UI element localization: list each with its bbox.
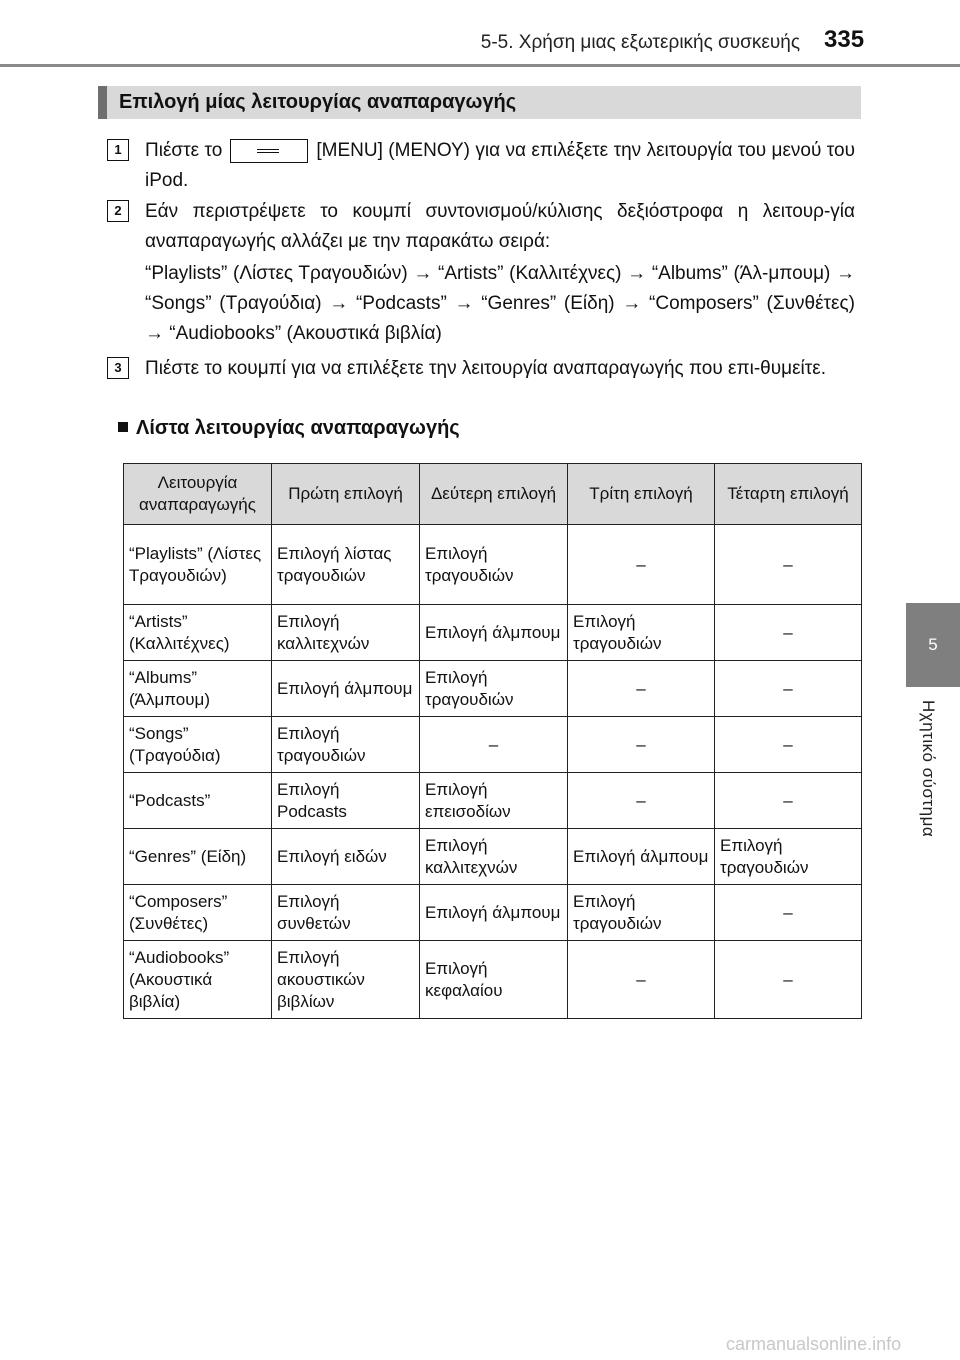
table-cell: – [715,717,862,773]
table-cell: Επιλογή τραγουδιών [420,525,568,605]
watermark: carmanualsonline.info [726,1334,902,1354]
table-cell: – [568,717,715,773]
chapter-tab [906,603,960,687]
column-header: Τρίτη επιλογή [568,464,715,525]
table-cell: – [568,773,715,829]
table-cell: “Songs” (Τραγούδια) [124,717,272,773]
step-badge-1: 1 [107,139,129,161]
table-cell: “Podcasts” [124,773,272,829]
mode-sequence: “Playlists” (Λίστες Τραγουδιών) → “Artists” (Καλλιτέχνες) → “Albums” (Άλ-μπουμ) → “Songs” (Τραγούδια) → “Podcasts” → “Genres” (Είδη) → “Composers” (Συνθέτες) → “Audiobooks” (Ακουστικά βιβλία) [145,263,855,344]
table-cell: Επιλογή καλλιτεχνών [272,605,420,661]
table-cell: Επιλογή άλμπουμ [420,885,568,941]
table-cell: Επιλογή τραγουδιών [272,717,420,773]
table-cell: Επιλογή ακουστικών βιβλίων [272,941,420,1019]
table-cell: – [715,885,862,941]
table-cell: – [715,773,862,829]
table-header-row [124,464,862,525]
playback-modes-table [123,463,862,1019]
table-cell: – [715,941,862,1019]
column-header: Πρώτη επιλογή [272,464,420,525]
section-heading: Επιλογή μίας λειτουργίας αναπαραγωγής [98,86,861,119]
table-cell: “Artists” (Καλλιτέχνες) [124,605,272,661]
column-header: Τέταρτη επιλογή [715,464,862,525]
step-badge-2: 2 [107,200,129,222]
table-row [124,829,862,885]
square-bullet-icon [118,422,128,432]
header-rule [0,64,960,67]
table-cell: Επιλογή τραγουδιών [568,885,715,941]
table-cell: Επιλογή άλμπουμ [568,829,715,885]
table-cell: Επιλογή τραγουδιών [715,829,862,885]
table-cell: Επιλογή άλμπουμ [272,661,420,717]
step-1-after-key: [MENU] (ΜΕΝΟΥ) για να επιλέξετε την λειτουργία του μενού του iPod. [145,140,855,191]
step-1-before-key: Πιέστε το [145,140,223,161]
table-cell: Επιλογή ειδών [272,829,420,885]
table-cell: Επιλογή κεφαλαίου [420,941,568,1019]
table-row [124,717,862,773]
column-header: Δεύτερη επιλογή [420,464,568,525]
table-cell: Επιλογή τραγουδιών [568,605,715,661]
table-cell: Επιλογή καλλιτεχνών [420,829,568,885]
step-badge-3: 3 [107,357,129,379]
header-title: 5-5. Χρήση μιας εξωτερικής συσκευής [480,32,800,53]
table-cell: Επιλογή συνθετών [272,885,420,941]
list-heading [118,417,460,440]
table-row [124,941,862,1019]
chapter-number: 5 [928,635,938,654]
table-cell: “Playlists” (Λίστες Τραγουδιών) [124,525,272,605]
table-row [124,773,862,829]
table-cell: – [715,605,862,661]
chapter-caption: Ηχητικό σύστημα [919,700,938,838]
table-row [124,885,862,941]
menu-key-icon [230,139,308,163]
page-number: 335 [824,26,865,53]
step-3-text: Πιέστε το κουμπί για να επιλέξετε την λειτουργία αναπαραγωγής που επι-θυμείτε. [145,358,827,379]
table-cell: Επιλογή Podcasts [272,773,420,829]
step-2-text: Εάν περιστρέψετε το κουμπί συντονισμού/κύλισης δεξιόστροφα η λειτουρ-γία αναπαραγωγής αλλάζει με την παρακάτω σειρά: [145,201,855,252]
table-cell: “Genres” (Είδη) [124,829,272,885]
table-cell: Επιλογή άλμπουμ [420,605,568,661]
table-cell: – [568,661,715,717]
table-row [124,525,862,605]
table-cell: Επιλογή επεισοδίων [420,773,568,829]
table-cell: – [715,525,862,605]
table-cell: Επιλογή τραγουδιών [420,661,568,717]
table-cell: Επιλογή λίστας τραγουδιών [272,525,420,605]
table-cell: – [568,525,715,605]
step-1-text [145,136,855,196]
table-cell: – [715,661,862,717]
table-cell: “Audiobooks” (Ακουστικά βιβλία) [124,941,272,1019]
column-header: Λειτουργία αναπαραγωγής [124,464,272,525]
table-cell: – [420,717,568,773]
table-cell: “Composers” (Συνθέτες) [124,885,272,941]
table-row [124,605,862,661]
table-cell: “Albums” (Άλμπουμ) [124,661,272,717]
table-row [124,661,862,717]
table-cell: – [568,941,715,1019]
list-heading-text: Λίστα λειτουργίας αναπαραγωγής [136,417,460,439]
